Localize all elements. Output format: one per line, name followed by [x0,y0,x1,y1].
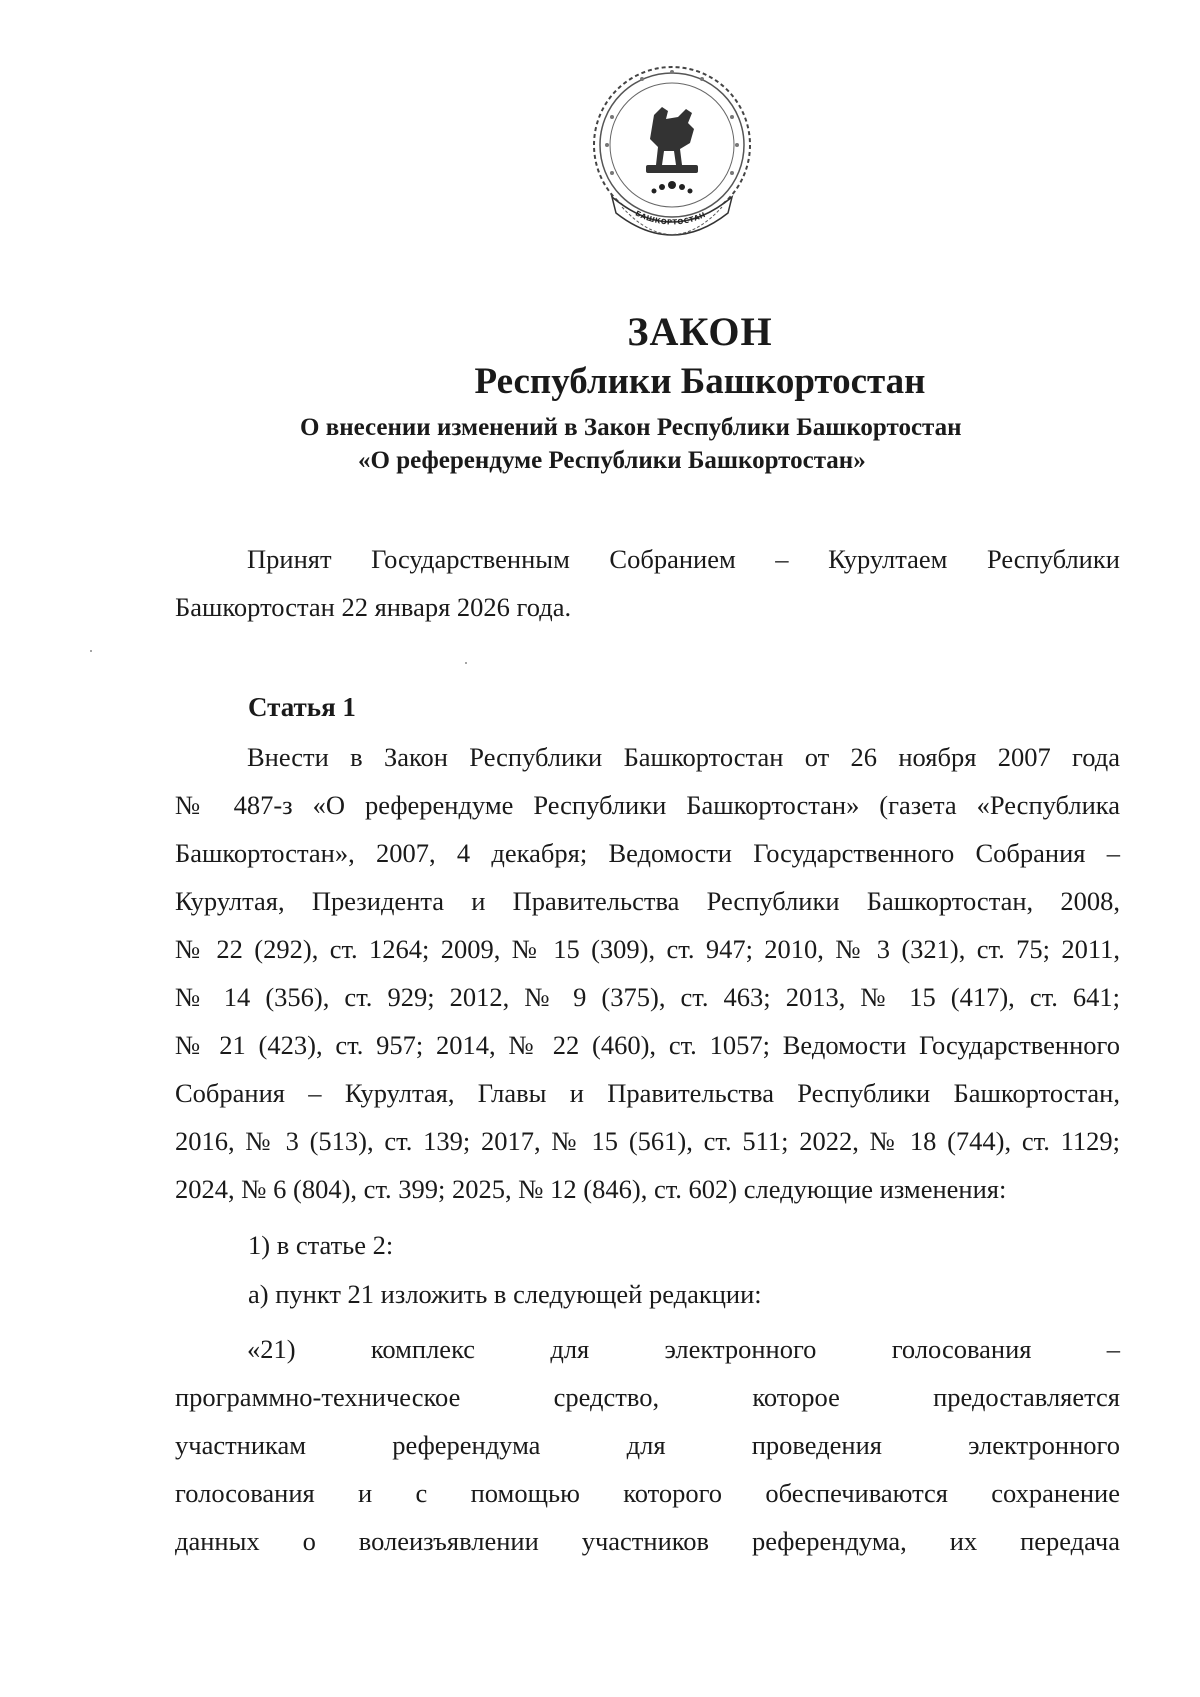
word: Республики [986,544,1120,574]
document-subtitle: Республики Башкортостан [474,361,926,402]
word: – [775,544,789,574]
word: с [415,1478,428,1508]
list-item-a: а) пункт 21 изложить в следующей редакции: [248,1279,762,1309]
article-line: № 21 (423), ст. 957; 2014, № 22 (460), ст. 1057; Ведомости Государственного [175,1030,1120,1060]
scan-speck [90,650,92,652]
law-name-line-2: «О референдуме Республики Башкортостан» [358,447,866,474]
quote-line-4 [175,1469,1120,1517]
word: Государственным [371,544,570,574]
adoption-line-2: Башкортостан 22 января 2026 года. [175,592,572,622]
emblem-ribbon-text: БАШКОРТОСТАН [634,209,707,227]
word: участникам [175,1430,307,1460]
article-heading: Статья 1 [248,692,356,722]
quote-line-5 [175,1517,1120,1565]
word: Принят [247,544,332,574]
word: – [1106,1334,1120,1364]
scan-speck [465,662,467,664]
adoption-line-1 [175,535,1120,583]
adoption-paragraph [175,535,1120,631]
word: Курултаем [828,544,948,574]
word: «21) [247,1334,296,1364]
article-line: № 14 (356), ст. 929; 2012, № 9 (375), ст. 463; 2013, № 15 (417), ст. 641; [175,982,1120,1012]
document-title: ЗАКОН [627,309,773,354]
word: электронного [968,1430,1120,1460]
word: референдума, [751,1526,907,1556]
article-line: № 22 (292), ст. 1264; 2009, № 15 (309), ст. 947; 2010, № 3 (321), ст. 75; 2011, [175,934,1120,964]
word: которого [623,1478,723,1508]
word: голосования [891,1334,1032,1364]
coat-of-arms-icon [582,57,762,257]
article-line: 2016, № 3 (513), ст. 139; 2017, № 15 (561), ст. 511; 2022, № 18 (744), ст. 1129; [175,1126,1120,1156]
word: комплекс [370,1334,476,1364]
article-1-text [175,733,1120,1213]
word: проведения [751,1430,882,1460]
word: для [626,1430,666,1460]
word: для [550,1334,590,1364]
quoted-definition [175,1325,1120,1565]
word: о [302,1526,316,1556]
word: электронного [664,1334,817,1364]
article-line: Собрания – Курултая, Главы и Правительства Республики Башкортостан, [175,1078,1120,1108]
quote-line-3 [175,1421,1120,1469]
law-name-line-1: О внесении изменений в Закон Республики Башкортостан [300,414,962,441]
word: передача [1020,1526,1120,1556]
word: данных [175,1526,260,1556]
word: средство, [553,1382,660,1412]
word: их [949,1526,978,1556]
word: голосования [175,1478,315,1508]
word: предоставляется [933,1382,1120,1412]
article-line: 2024, № 6 (804), ст. 399; 2025, № 12 (846), ст. 602) следующие изменения: [175,1174,1007,1204]
word: и [358,1478,373,1508]
article-line: Башкортостан», 2007, 4 декабря; Ведомости Государственного Собрания – [175,838,1120,868]
word: референдума [392,1430,541,1460]
quote-line-1 [175,1325,1120,1373]
word: которое [752,1382,840,1412]
word: участников [581,1526,710,1556]
article-line: № 487-з «О референдуме Республики Башкортостан» (газета «Республика [175,790,1120,820]
word: волеизъявлении [358,1526,539,1556]
quote-line-2 [175,1373,1120,1421]
article-line: Внести в Закон Республики Башкортостан от 26 ноября 2007 года [247,742,1120,772]
word: помощью [470,1478,580,1508]
word: сохранение [991,1478,1120,1508]
word: обеспечиваются [765,1478,948,1508]
word: Собранием [609,544,736,574]
list-item-1: 1) в статье 2: [248,1230,394,1260]
article-line: Курултая, Президента и Правительства Республики Башкортостан, 2008, [175,886,1120,916]
word: программно-техническое [175,1382,461,1412]
